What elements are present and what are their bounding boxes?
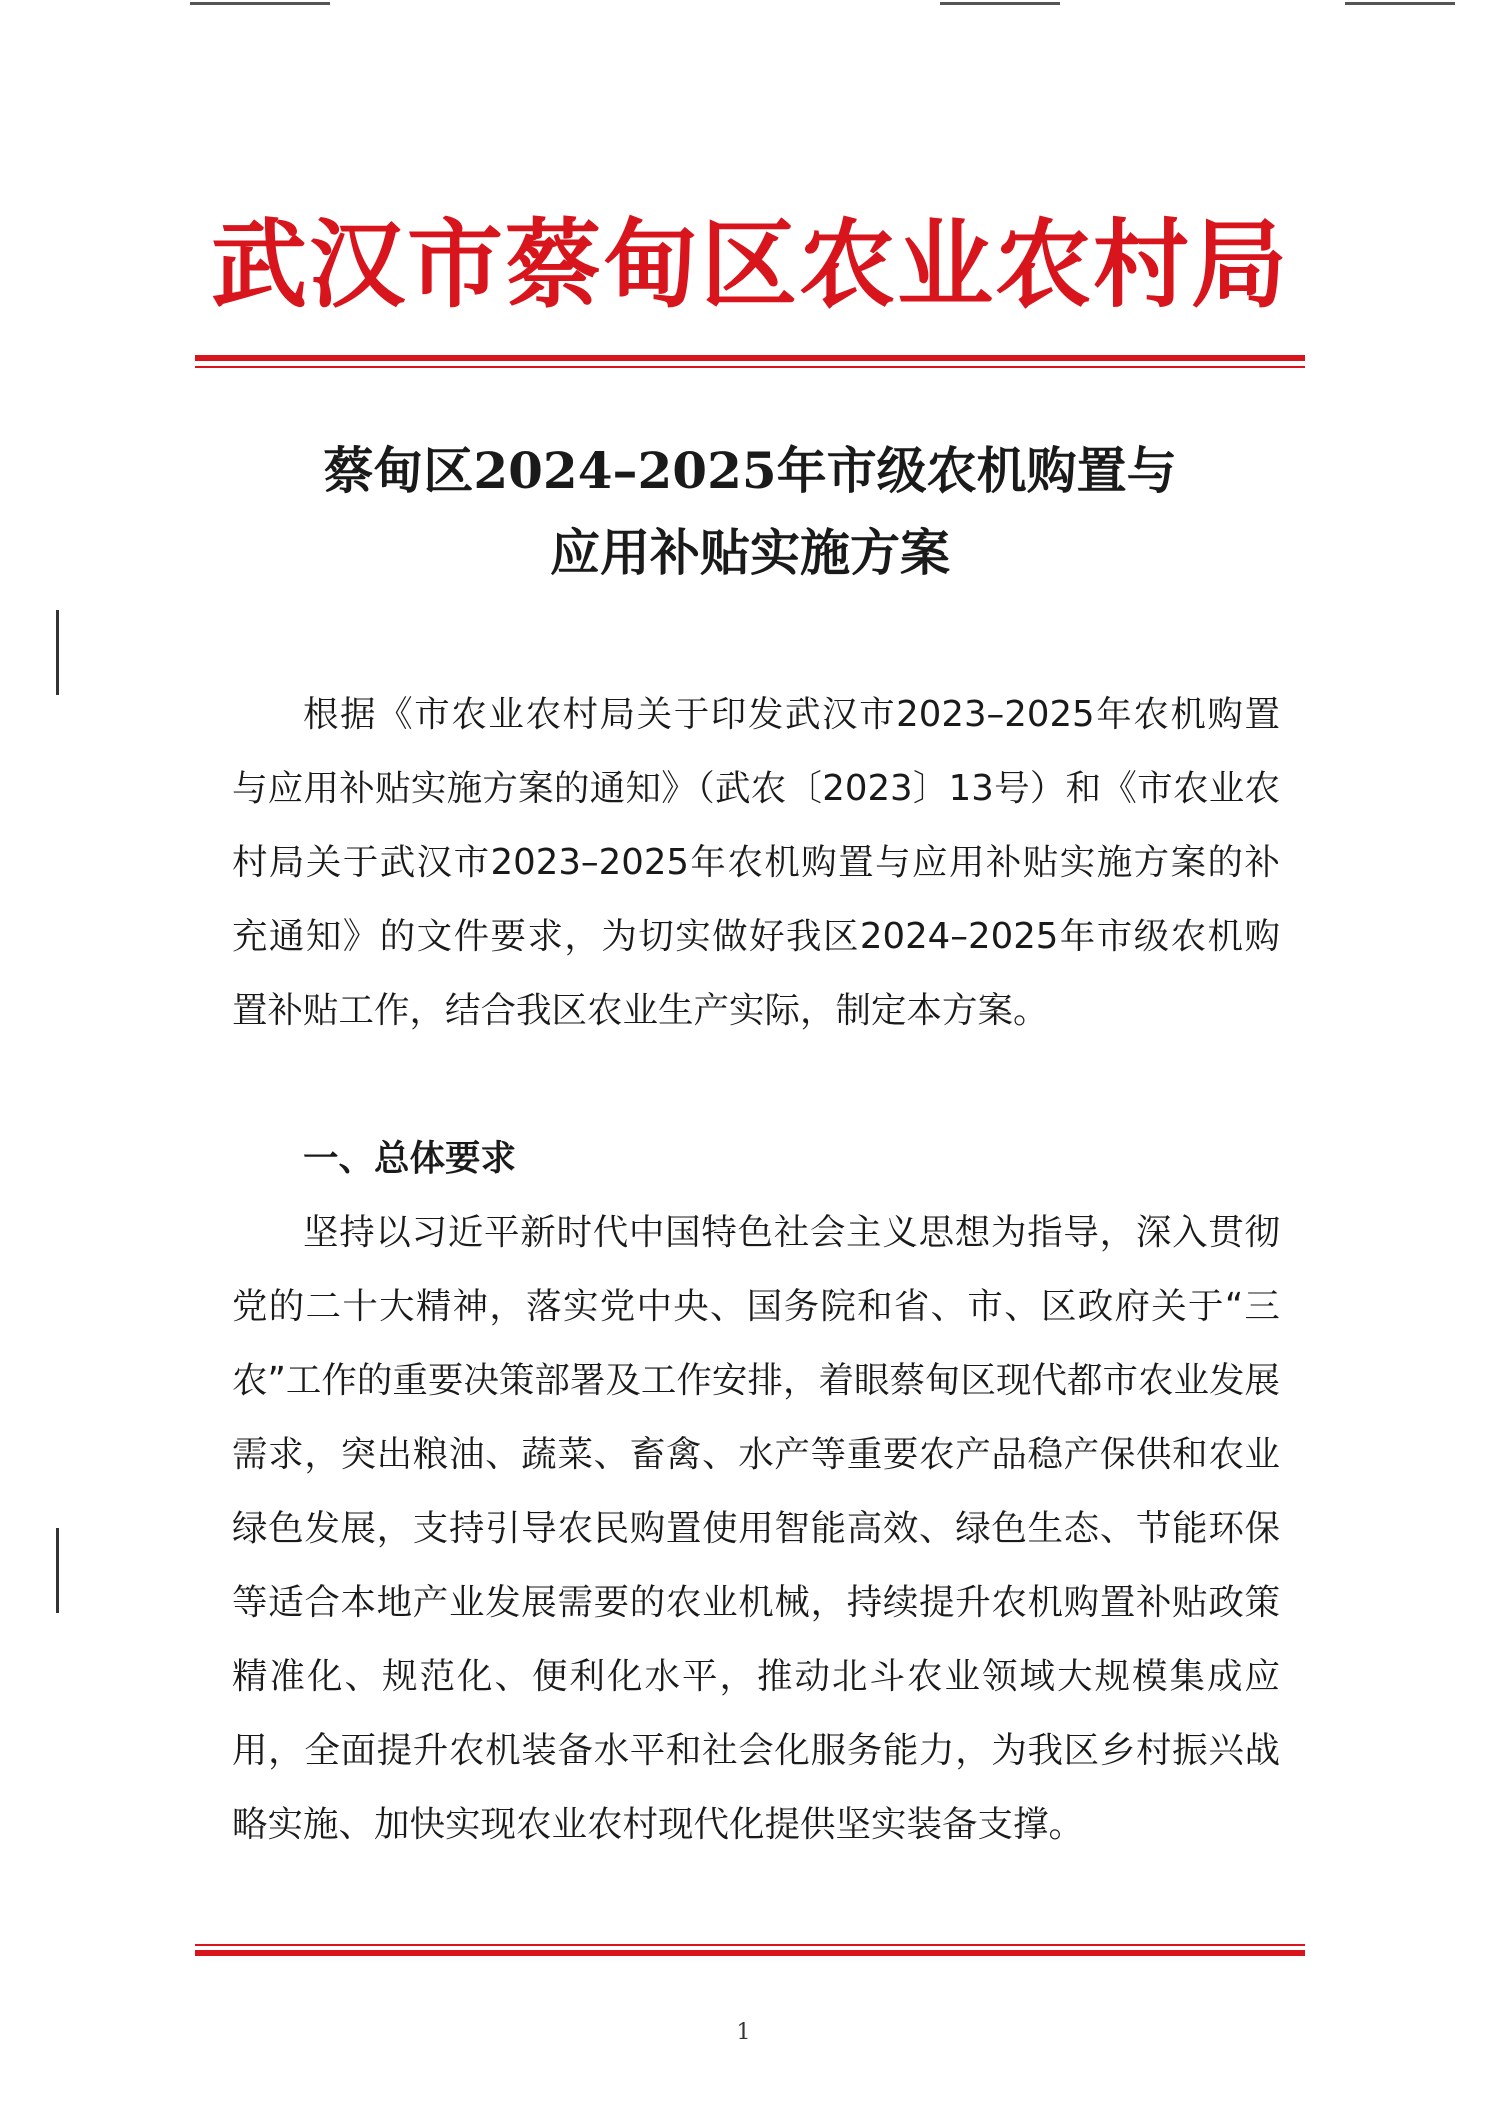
section-paragraph: 坚持以习近平新时代中国特色社会主义思想为指导，深入贯彻党的二十大精神，落实党中央、国务院和省、市、区政府关于“三农”工作的重要决策部署及工作安排，着眼蔡甸区现代都市农业发展需求，突出粮油、蔬菜、畜禽、水产等重要农产品稳产保供和农业绿色发展，支持引导农民购置使用智能高效、绿色生态、节能环保等适合本地产业发展需要的农业机械，持续提升农机购置补贴政策精准化、规范化、便利化水平，推动北斗农业领域大规模集成应用，全面提升农机装备水平和社会化服务能力，为我区乡村振兴战略实施、加快实现农业农村现代化提供坚实装备支撑。 bbox=[232, 1212, 1280, 1845]
document-title bbox=[195, 430, 1305, 594]
scan-edge-far-right bbox=[1345, 2, 1455, 5]
intro-paragraph: 根据《市农业农村局关于印发武汉市2023–2025年农机购置与应用补贴实施方案的通知》（武农〔2023〕13号）和《市农业农村局关于武汉市2023–2025年农机购置与应用补贴实施方案的补充通知》的文件要求，为切实做好我区2024–2025年市级农机购置补贴工作，结合我区农业生产实际，制定本方案。 bbox=[232, 694, 1280, 1031]
scan-edge-left bbox=[190, 2, 330, 5]
scan-edge-right bbox=[940, 2, 1060, 5]
page-number: 1 bbox=[736, 2020, 751, 2045]
section-heading: 一、总体要求 bbox=[303, 1138, 517, 1179]
binding-mark-bottom bbox=[56, 1528, 59, 1613]
footer-rule-thin bbox=[195, 1944, 1305, 1946]
binding-mark-top bbox=[56, 610, 59, 695]
letterhead-title: 武汉市蔡甸区农业农村局 bbox=[211, 209, 1289, 321]
footer-rule-thick bbox=[195, 1950, 1305, 1956]
document-title-line-2: 应用补贴实施方案 bbox=[550, 523, 950, 582]
letterhead-rule-thick bbox=[195, 355, 1305, 361]
letterhead-rule-thin bbox=[195, 366, 1305, 368]
document-title-line-1: 蔡甸区2024–2025年市级农机购置与 bbox=[323, 441, 1177, 500]
